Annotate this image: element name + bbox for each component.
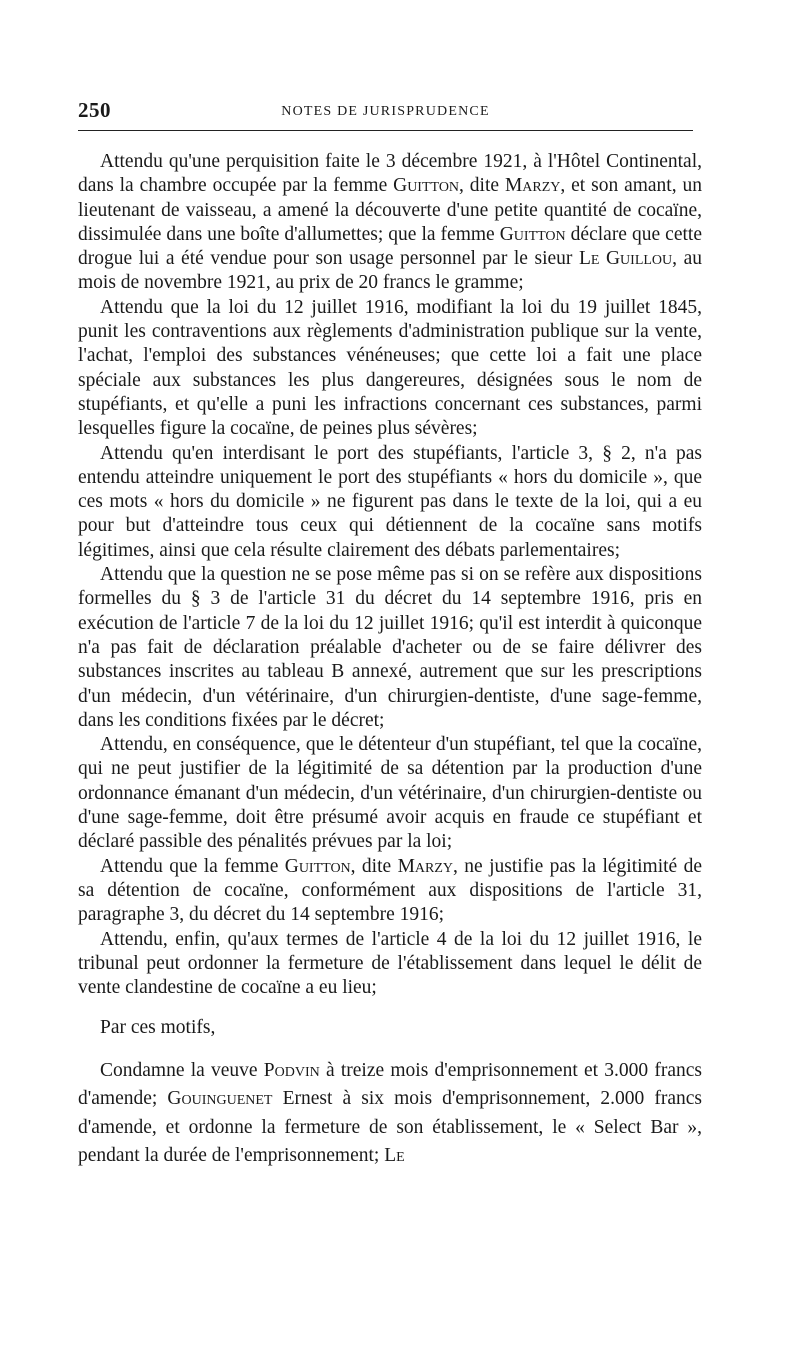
- text-run: , dite: [350, 855, 398, 877]
- text-run: Attendu qu'une perquisition faite le 3 décembre 1921, à l'Hôtel Continental, dans la chambre occupée par la femme: [78, 151, 702, 197]
- paragraph-p7: [78, 928, 702, 1001]
- text-run: Attendu que la loi du 12 juillet 1916, modifiant la loi du 19 juillet 1845, punit les contraventions aux règlements d'administration publique sur la vente, l'achat, l'emploi des substances vénéneuses; que cette loi a fait une place spéciale aux substances les plus dangereures, désignées sous le nom de stupéfiants, et qu'elle a puni les infractions concernant ces substances, parmi lesquelles figure la cocaïne, de peines plus sévères;: [78, 296, 702, 440]
- page-number: 250: [78, 98, 111, 122]
- paragraph-p9: [78, 1057, 702, 1171]
- proper-name: Guitton: [393, 175, 460, 197]
- proper-name: Le: [384, 1145, 405, 1167]
- text-run: à treize mois d'emprisonnement et 3.000 francs d'amende;: [78, 1059, 702, 1110]
- text-run: Attendu que la femme: [100, 855, 285, 877]
- proper-name: Gouinguenet: [167, 1088, 273, 1110]
- text-run: Condamne la veuve: [100, 1059, 264, 1081]
- text-run: Attendu qu'en interdisant le port des stupéfiants, l'article 3, § 2, n'a pas entendu atteindre uniquement le port des stupéfiants « hors du domicile », que ces mots « hors du domicile » ne figurent pas dans le texte de la loi, qui a eu pour but d'atteindre tous ceux qui détiennent de la cocaïne sans motifs légitimes, ainsi que cela résulte clairement des débats parlementaires;: [78, 442, 702, 561]
- paragraph-p5: [78, 733, 702, 854]
- paragraph-p4: [78, 563, 702, 733]
- page-header: [78, 96, 693, 131]
- proper-name: Podvin: [263, 1059, 320, 1081]
- text-run: , dite: [459, 175, 505, 197]
- paragraph-p8: [78, 1016, 702, 1040]
- body-text: [78, 150, 702, 1171]
- text-run: déclare que cette drogue lui a été vendue pour son usage personnel par le sieur: [78, 223, 702, 270]
- text-run: Par ces motifs,: [100, 1017, 216, 1039]
- paragraph-p3: [78, 442, 702, 563]
- paragraph-p1: [78, 150, 702, 296]
- running-title: NOTES DE JURISPRUDENCE: [281, 104, 490, 119]
- paragraph-p2: [78, 296, 702, 442]
- text-run: Ernest à six mois d'emprisonnement, 2.000 francs d'amende, et ordonne la fermeture de son établissement, le « Select Bar », pendant la durée de l'emprisonnement;: [78, 1088, 702, 1167]
- text-run: , au mois de novembre 1921, au prix de 20 francs le gramme;: [78, 248, 702, 294]
- proper-name: Marzy: [397, 855, 454, 877]
- paragraph-p6: [78, 855, 702, 928]
- proper-name: Guitton: [284, 855, 351, 877]
- text-run: Attendu, enfin, qu'aux termes de l'article 4 de la loi du 12 juillet 1916, le tribunal peut ordonner la fermeture de l'établissement dans lequel le délit de vente clandestine de cocaïne a eu lieu;: [78, 928, 702, 999]
- text-run: Attendu, en conséquence, que le détenteur d'un stupéfiant, tel que la cocaïne, qui ne peut justifier de la légitimité de sa détention par la production d'une ordonnance émanant d'un médecin, d'un vétérinaire, d'un chirurgien-dentiste ou d'une sage-femme, doit être présumé avoir acquis en fraude ce stupéfiant et déclaré passible des pénalités prévues par la loi;: [78, 734, 702, 853]
- text-run: Attendu que la question ne se pose même pas si on se refère aux dispositions formelles du § 3 de l'article 31 du décret du 14 septembre 1916, pris en exécution de l'article 7 de la loi du 12 juillet 1916; qu'il est interdit à quiconque n'a pas fait de déclaration préalable d'acheter ou de se faire délivrer des substances inscrites au tableau B annexé, autrement que sur les prescriptions d'un médecin, d'un vétérinaire, d'un chirurgien-dentiste, d'une sage-femme, dans les conditions fixées par le décret;: [78, 564, 702, 731]
- proper-name: Le Guillou: [578, 248, 673, 270]
- proper-name: Marzy: [504, 175, 561, 197]
- text-run: , et son amant, un lieutenant de vaisseau, a amené la découverte d'une petite quantité de cocaïne, dissimulée dans une boîte d'allumettes; que la femme: [78, 175, 702, 245]
- proper-name: Guitton: [499, 223, 566, 245]
- text-run: , ne justifie pas la légitimité de sa détention de cocaïne, conformément aux dispositions de l'article 31, paragraphe 3, du décret du 14 septembre 1916;: [78, 855, 702, 926]
